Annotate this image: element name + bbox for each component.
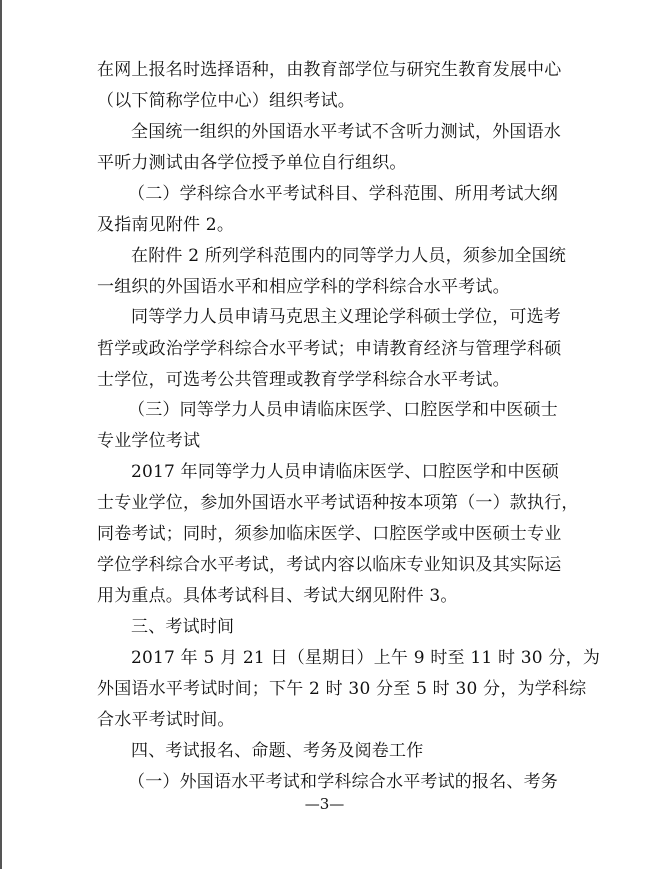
body-line-9: 同等学力人员申请马克思主义理论学科硕士学位，可选考 bbox=[131, 307, 561, 327]
page-number: —3— bbox=[304, 795, 345, 813]
body-line-3: 全国统一组织的外国语水平考试不含听力测试，外国语水 bbox=[131, 122, 561, 142]
body-line-11: 士学位，可选考公共管理或教育学学科综合水平考试。 bbox=[97, 370, 510, 390]
body-line-2: （以下简称学位中心）组织考试。 bbox=[97, 91, 355, 111]
body-line-22: 合水平考试时间。 bbox=[97, 710, 235, 730]
body-line-18: 用为重点。具体考试科目、考试大纲见附件 3。 bbox=[97, 586, 458, 606]
body-line-7: 在附件 2 所列学科范围内的同等学力人员，须参加全国统 bbox=[131, 246, 567, 266]
body-line-14: 2017 年同等学力人员申请临床医学、口腔医学和中医硕 bbox=[131, 462, 560, 482]
body-line-16: 同卷考试；同时，须参加临床医学、口腔医学或中医硕士专业 bbox=[97, 524, 562, 544]
body-line-4: 平听力测试由各学位授予单位自行组织。 bbox=[97, 153, 407, 173]
body-line-1: 在网上报名时选择语种，由教育部学位与研究生教育发展中心 bbox=[97, 60, 562, 80]
section-heading-2: （二）学科综合水平考试科目、学科范围、所用考试大纲 bbox=[128, 184, 558, 204]
body-line-8: 一组织的外国语水平和相应学科的学科综合水平考试。 bbox=[97, 277, 510, 297]
body-line-15: 士专业学位，参加外国语水平考试语种按本项第（一）款执行， bbox=[97, 493, 579, 513]
section-heading-registration: 四、考试报名、命题、考务及阅卷工作 bbox=[131, 741, 424, 761]
body-line-17: 学位学科综合水平考试，考试内容以临床专业知识及其实际运 bbox=[97, 555, 562, 575]
body-line-13: 专业学位考试 bbox=[97, 431, 201, 451]
body-line-24: （一）外国语水平考试和学科综合水平考试的报名、考务 bbox=[128, 772, 558, 792]
body-line-10: 哲学或政治学学科综合水平考试；申请教育经济与管理学科硕 bbox=[97, 339, 562, 359]
section-heading-time: 三、考试时间 bbox=[131, 617, 235, 637]
section-heading-3: （三）同等学力人员申请临床医学、口腔医学和中医硕士 bbox=[128, 400, 558, 420]
body-line-6: 及指南见附件 2。 bbox=[97, 215, 235, 235]
body-line-20: 2017 年 5 月 21 日（星期日）上午 9 时至 11 时 30 分，为 bbox=[131, 648, 601, 668]
body-line-21: 外国语水平考试时间；下午 2 时 30 分至 5 时 30 分，为学科综 bbox=[97, 679, 587, 699]
